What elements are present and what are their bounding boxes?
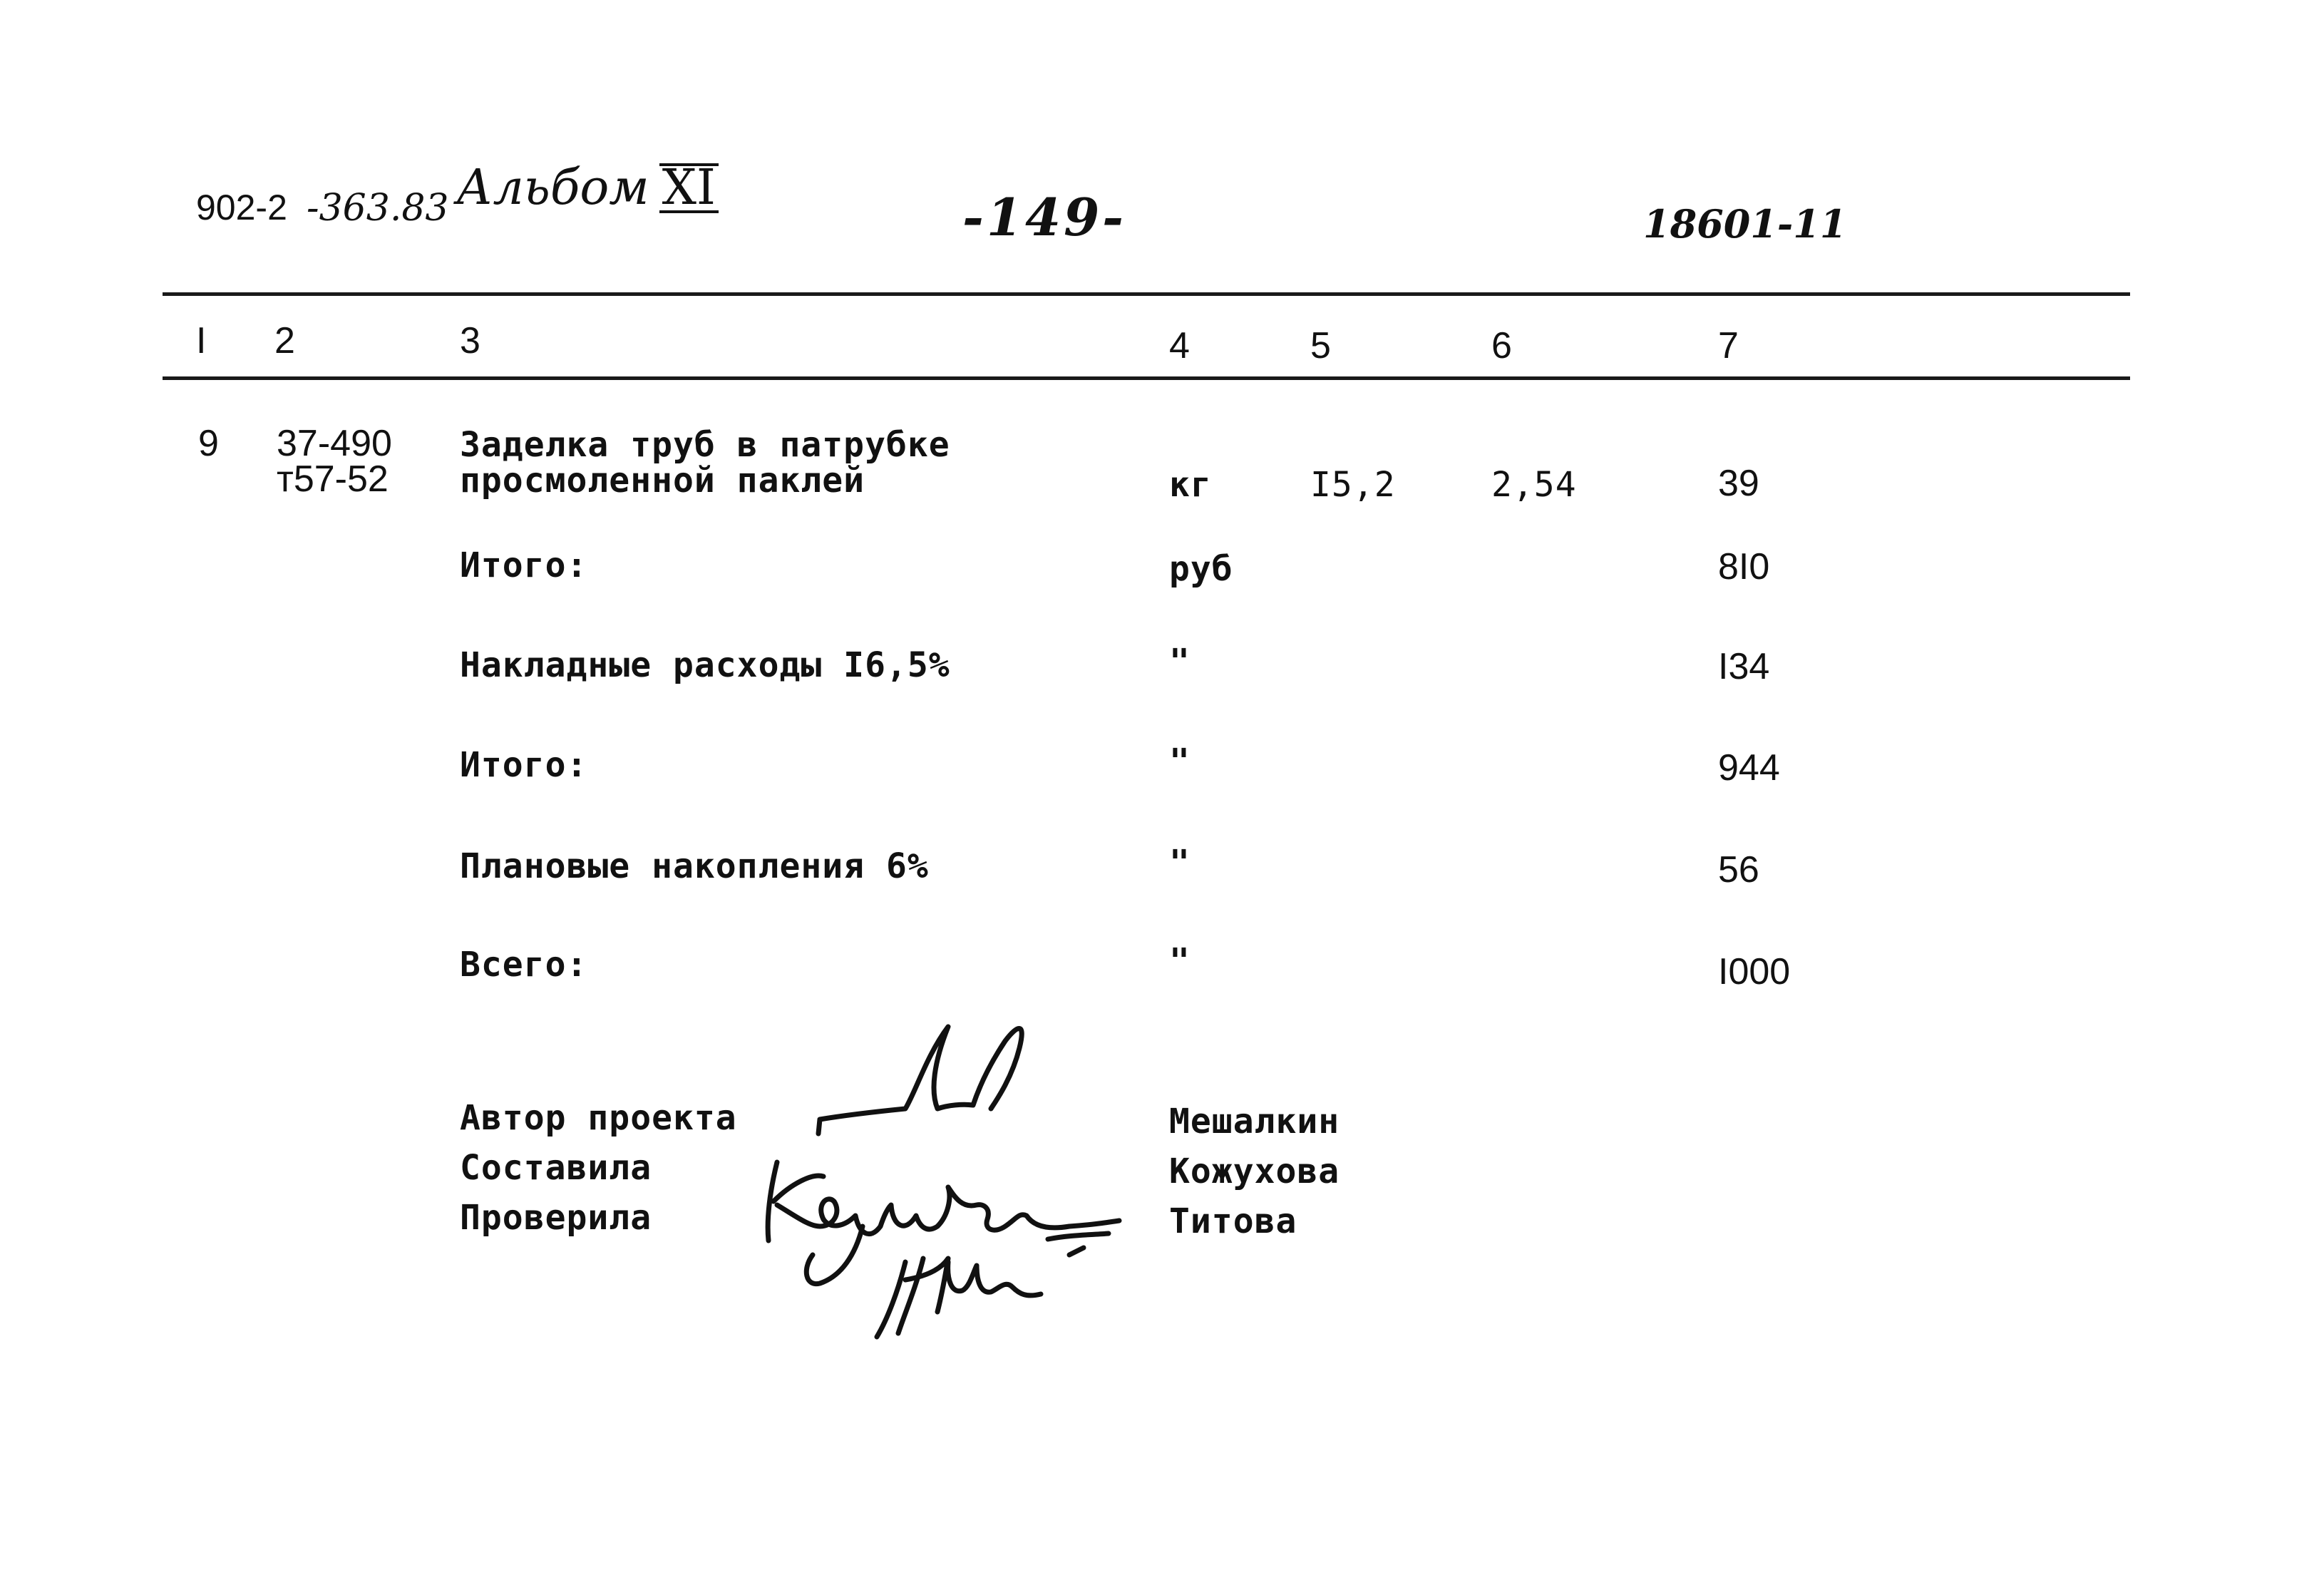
summary-label: Всего: (460, 945, 588, 985)
signature-name: Кожухова (1169, 1151, 1340, 1191)
page-number: -149- (962, 187, 1127, 247)
row-description-line1: Заделка труб в патрубке (460, 425, 950, 465)
signature-name: Мешалкин (1169, 1102, 1340, 1142)
document-code-handwritten: -363.83 (307, 187, 449, 230)
summary-value: I34 (1718, 646, 1770, 687)
row-description-line2: просмоленной паклей (460, 461, 865, 501)
album-label (456, 160, 719, 216)
column-number-2: 2 (274, 320, 295, 361)
summary-label: Накладные расходы I6,5% (460, 645, 950, 685)
summary-unit: руб (1169, 549, 1233, 589)
header-bottom-rule (163, 376, 2130, 380)
signature-role: Проверила (460, 1198, 652, 1238)
summary-unit: " (1169, 742, 1191, 781)
column-number-1: I (196, 320, 207, 361)
album-word: Альбом (456, 160, 649, 216)
column-number-7: 7 (1718, 325, 1739, 366)
row-number: 9 (198, 423, 219, 464)
summary-label: Итого: (460, 545, 588, 585)
signature-role: Автор проекта (460, 1098, 737, 1138)
row-unit: кг (1169, 465, 1212, 505)
column-number-5: 5 (1310, 325, 1331, 366)
row-total: 39 (1718, 463, 1759, 504)
signature-name: Титова (1169, 1201, 1297, 1241)
summary-label: Плановые накопления 6% (460, 846, 929, 886)
column-number-4: 4 (1169, 325, 1190, 366)
handwritten-signatures (734, 1012, 1133, 1340)
album-number: XI (659, 163, 719, 213)
top-rule (163, 292, 2130, 296)
row-code-line1: 37-490 (277, 423, 392, 464)
summary-label: Итого: (460, 745, 588, 785)
summary-value: 8I0 (1718, 546, 1770, 588)
summary-unit: " (1169, 843, 1191, 883)
signature-role: Составила (460, 1148, 652, 1188)
summary-value: I000 (1718, 951, 1791, 992)
column-number-6: 6 (1491, 325, 1512, 366)
document-code: 902-2 (196, 188, 287, 227)
archive-number: 18601-11 (1643, 201, 1847, 247)
row-quantity: I5,2 (1310, 465, 1396, 505)
row-code-line2: т57-52 (277, 458, 389, 500)
summary-unit: " (1169, 941, 1191, 981)
row-price: 2,54 (1491, 465, 1577, 505)
summary-value: 944 (1718, 747, 1780, 789)
column-number-3: 3 (460, 320, 480, 361)
summary-value: 56 (1718, 849, 1759, 891)
summary-unit: " (1169, 642, 1191, 682)
